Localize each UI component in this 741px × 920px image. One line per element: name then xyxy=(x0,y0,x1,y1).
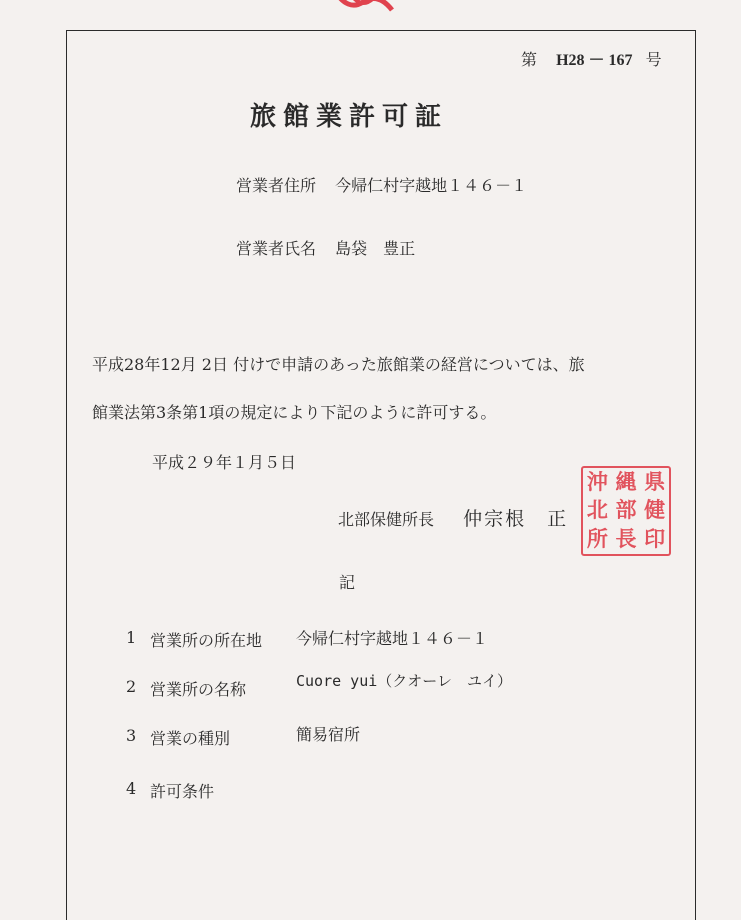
issuer-title: 北部保健所長 xyxy=(338,510,435,529)
seal-char: 長 xyxy=(615,527,637,552)
seal-char: 所 xyxy=(586,527,608,552)
document-number-suffix: 号 xyxy=(645,50,662,69)
seal-char: 県 xyxy=(644,469,666,494)
item-3-number: 3 xyxy=(126,726,137,745)
issue-date: 平成２９年１月５日 xyxy=(152,453,297,472)
seal-char: 縄 xyxy=(615,469,637,494)
document-number-prefix: 第 xyxy=(521,50,538,69)
official-seal xyxy=(581,466,671,556)
item-2-number: 2 xyxy=(126,677,137,696)
operator-name-label: 営業者氏名 xyxy=(236,239,317,258)
seal-char: 健 xyxy=(644,498,666,523)
address-row xyxy=(236,173,527,196)
certificate-title: 旅館業許可証 xyxy=(250,102,449,132)
seal-char: 印 xyxy=(644,527,666,552)
seal-fragment-icon xyxy=(328,0,398,20)
address-label: 営業者住所 xyxy=(236,176,317,195)
item-1-label: 営業所の所在地 xyxy=(150,631,263,650)
document-number xyxy=(521,47,662,70)
issuer-name: 仲宗根 正 xyxy=(463,508,569,530)
issuer xyxy=(338,504,568,531)
item-2-value: Cuore yui（クオーレ ユイ） xyxy=(296,672,512,690)
operator-name-value: 島袋 豊正 xyxy=(335,239,416,258)
seal-char: 沖 xyxy=(586,469,608,494)
seal-char: 北 xyxy=(586,498,608,523)
operator-name-row xyxy=(236,236,415,259)
item-3-label: 営業の種別 xyxy=(150,729,231,748)
item-4-number: 4 xyxy=(126,779,137,798)
item-1-value: 今帰仁村字越地１４６－１ xyxy=(296,629,489,648)
item-2-label: 営業所の名称 xyxy=(150,680,247,699)
document-number-value: H28 － 167 xyxy=(556,52,633,69)
item-1-number: 1 xyxy=(126,628,137,647)
address-value: 今帰仁村字越地１４６－１ xyxy=(335,176,528,195)
item-3-value: 簡易宿所 xyxy=(296,725,361,744)
ki-heading: 記 xyxy=(339,573,356,592)
body-line-2: 館業法第3条第1項の規定により下記のように許可する。 xyxy=(92,403,497,422)
item-4-label: 許可条件 xyxy=(150,782,215,801)
body-line-1: 平成28年12月 2日 付けで申請のあった旅館業の経営については、旅 xyxy=(92,355,585,374)
seal-char: 部 xyxy=(615,498,637,523)
